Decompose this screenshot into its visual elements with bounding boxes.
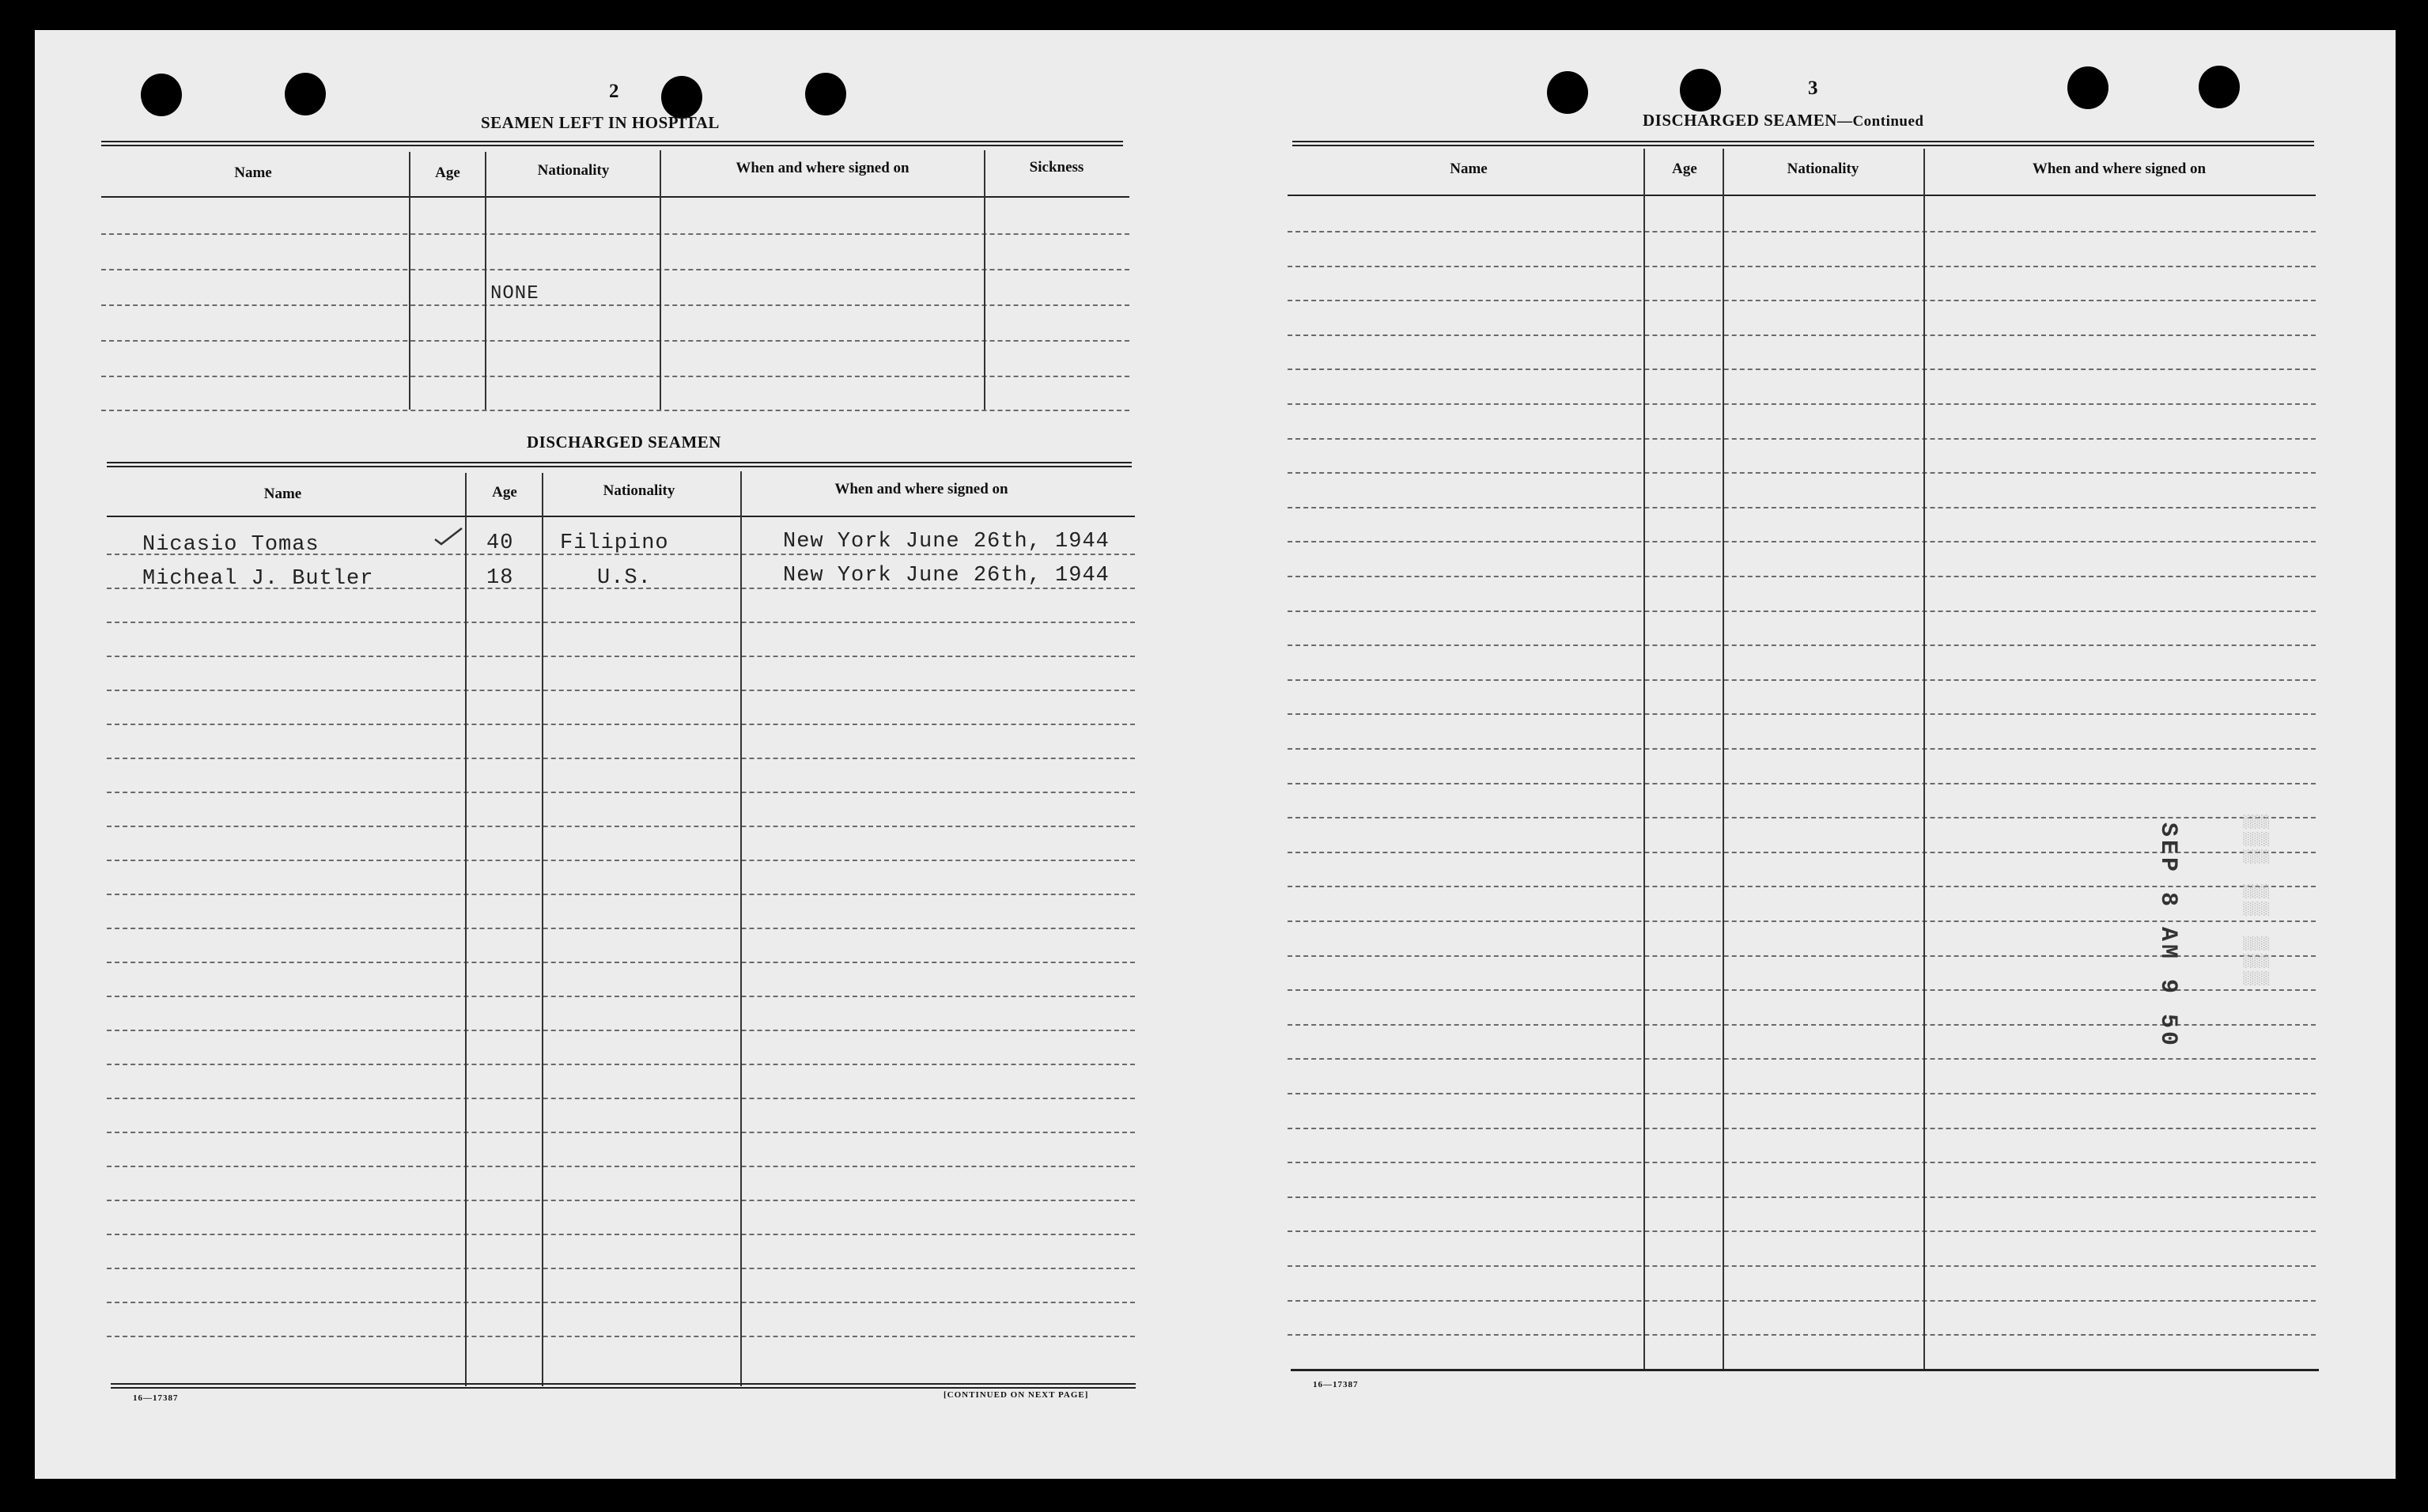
row-signed-on: New York June 26th, 1944 [783,564,1110,588]
ruled-line [101,269,1129,270]
discharged-header-signed-on: When and where signed on [834,481,1008,497]
column-divider [984,150,985,410]
ruled-line [1288,1162,2316,1163]
discharged-table-bottom-rule [111,1383,1136,1389]
ruled-line [107,1132,1135,1133]
right-header-nationality: Nationality [1787,161,1859,177]
form-number-right: 16—17387 [1313,1380,1359,1389]
ruled-line [1288,1334,2316,1336]
hospital-section-title: SEAMEN LEFT IN HOSPITAL [481,113,720,132]
discharged-header-nationality: Nationality [603,482,675,499]
ruled-line [107,622,1135,623]
ruled-line [107,724,1135,725]
ruled-line [1288,1128,2316,1129]
faint-stamp-impression: ▒▒▒ ▒▒ ▒▒▒ [2241,815,2268,989]
checkmark-icon [433,525,465,547]
title-suffix: —Continued [1836,113,1924,130]
ruled-line [1288,748,2316,750]
ruled-line [107,1098,1135,1099]
ruled-line [1288,541,2316,542]
ruled-line [1288,679,2316,681]
ruled-line [107,928,1135,929]
ruled-line [1288,1093,2316,1094]
row-nationality: U.S. [597,566,652,590]
ruled-line [1288,644,2316,646]
right-header-age: Age [1672,161,1697,177]
right-header-signed-on: When and where signed on [2032,161,2207,177]
received-date-stamp: SEP 8 AM 9 50 [2154,822,2181,1049]
ruled-line [107,1302,1135,1303]
ruled-line [107,1336,1135,1337]
column-divider [1723,149,1724,1370]
page-number-left: 2 [609,81,619,102]
ruled-line [107,894,1135,895]
discharged-header-age: Age [492,484,517,501]
punch-hole [285,73,326,115]
ruled-line [1288,576,2316,577]
row-name: Nicasio Tomas [142,533,320,557]
ruled-line [1288,266,2316,267]
ruled-line [1288,817,2316,818]
ruled-line [1288,1300,2316,1302]
ruled-line [107,758,1135,759]
right-header-name: Name [1450,161,1488,177]
page-number-right: 3 [1808,77,1818,99]
row-name: Micheal J. Butler [142,567,374,591]
ruled-line [1288,1230,2316,1232]
row-signed-on: New York June 26th, 1944 [783,530,1110,554]
ruled-line [1288,507,2316,508]
discharged-table-top-rule [107,462,1132,467]
ruled-line [1288,438,2316,440]
ruled-line [1288,369,2316,370]
ruled-line [107,1200,1135,1201]
ruled-line [101,340,1129,342]
hospital-header-sickness: Sickness [1029,159,1084,176]
ruled-line [1288,610,2316,612]
ruled-line [107,1234,1135,1235]
ruled-line [1288,1196,2316,1198]
punch-hole [1680,69,1721,112]
document-page [35,30,2396,1479]
column-divider [1923,149,1925,1370]
ruled-line [107,996,1135,997]
punch-hole [661,76,702,119]
right-header-bottom-rule [1288,195,2316,196]
ruled-line [1288,335,2316,336]
ruled-line [107,656,1135,657]
right-table-bottom-rule [1291,1369,2319,1371]
discharged-section-title: DISCHARGED SEAMEN [527,433,721,452]
continued-note: [CONTINUED ON NEXT PAGE] [944,1390,1089,1400]
punch-hole [141,74,182,116]
punch-hole [2199,66,2240,108]
discharged-header-name: Name [263,486,302,502]
ruled-line [1288,783,2316,784]
ruled-line [107,1166,1135,1167]
punch-hole [2067,66,2108,109]
hospital-header-nationality: Nationality [537,162,610,179]
ruled-line [101,410,1129,411]
ruled-line [107,1268,1135,1269]
form-number-left: 16—17387 [133,1393,179,1403]
ruled-line [1288,403,2316,405]
discharged-continued-title [1643,111,1923,130]
ruled-line [107,1030,1135,1031]
hospital-header-age: Age [435,164,460,181]
column-divider [409,152,410,410]
title-main: DISCHARGED SEAMEN [1643,111,1837,130]
hospital-header-name: Name [234,164,272,181]
ruled-line [1288,300,2316,301]
ruled-line [101,233,1129,235]
ruled-line [1288,472,2316,474]
punch-hole [1547,71,1588,114]
hospital-table-top-rule [101,141,1123,146]
row-age: 40 [486,531,514,555]
right-table-top-rule [1292,141,2314,146]
column-divider [660,150,661,410]
ruled-line [107,792,1135,793]
ruled-line [1288,1265,2316,1267]
row-nationality: Filipino [560,531,669,555]
ruled-line [107,860,1135,861]
ruled-line [101,376,1129,377]
column-divider [485,152,486,410]
ruled-line [1288,231,2316,232]
hospital-header-bottom-rule [101,196,1129,198]
discharged-header-bottom-rule [107,516,1135,517]
ruled-line [107,826,1135,827]
ruled-line [101,304,1129,306]
column-divider [740,471,742,1386]
hospital-entry: NONE [490,283,539,304]
hospital-header-signed-on: When and where signed on [736,160,910,176]
ruled-line [107,1064,1135,1065]
ruled-line [107,962,1135,963]
column-divider [1643,149,1645,1370]
ruled-line [107,690,1135,691]
ruled-line [1288,1058,2316,1060]
column-divider [465,473,467,1386]
row-age: 18 [486,566,514,590]
punch-hole [805,73,846,115]
ruled-line [1288,713,2316,715]
column-divider [542,473,543,1386]
